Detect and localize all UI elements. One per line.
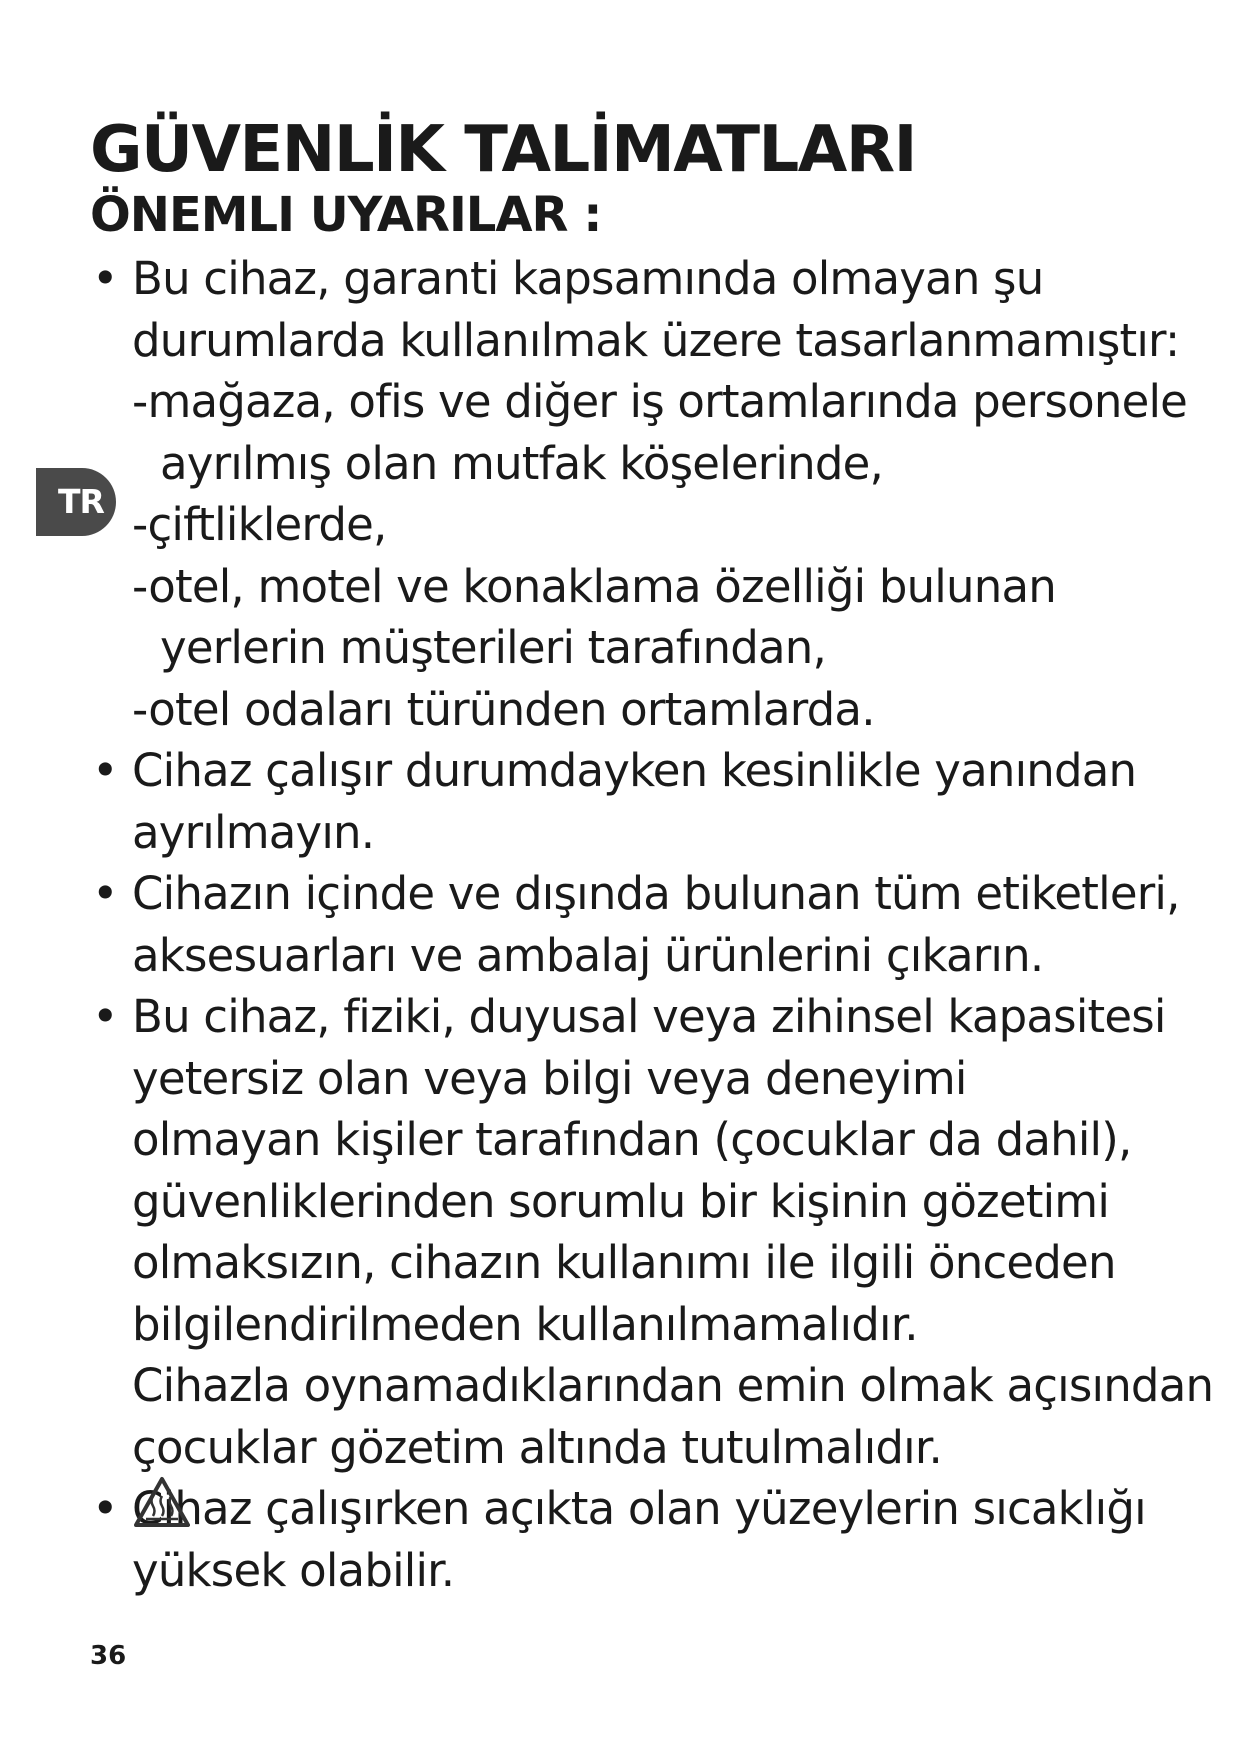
text-line	[90, 802, 1190, 864]
bullet-marker: •	[92, 990, 118, 1043]
bullet-marker: •	[92, 867, 118, 920]
line-text: -otel odaları türünden ortamlarda.	[132, 682, 875, 736]
text-line	[90, 310, 1190, 372]
text-line	[90, 1171, 1190, 1233]
line-text: yüksek olabilir.	[132, 1543, 455, 1597]
line-text: Bu cihaz, fiziki, duyusal veya zihinsel kapasitesi	[132, 990, 1166, 1043]
line-text: güvenliklerinden sorumlu bir kişinin gözetimi	[132, 1174, 1110, 1228]
text-line	[90, 679, 1190, 741]
safety-instructions-list	[90, 248, 1214, 1601]
line-text: -mağaza, ofis ve diğer iş ortamlarında personele	[132, 375, 1188, 428]
line-text: olmayan kişiler tarafından (çocuklar da dahil),	[132, 1113, 1132, 1166]
section-subtitle: ÖNEMLI UYARILAR :	[90, 187, 602, 243]
text-line	[90, 371, 1190, 433]
text-line	[90, 1355, 1214, 1417]
line-text: Cihaz çalışır durumdayken kesinlikle yanından	[132, 744, 1137, 797]
line-text: aksesuarları ve ambalaj ürünlerini çıkarın.	[132, 928, 1044, 982]
text-line	[90, 863, 1190, 925]
text-line	[90, 986, 1190, 1048]
text-line	[90, 1417, 1190, 1479]
text-line	[90, 740, 1190, 802]
line-text: ayrılmayın.	[132, 805, 375, 859]
line-text: yerlerin müşterileri tarafından,	[160, 621, 826, 674]
text-line	[90, 1478, 1190, 1540]
line-text: durumlarda kullanılmak üzere tasarlanmamıştır:	[132, 313, 1180, 367]
text-line	[90, 1109, 1190, 1171]
text-line	[90, 925, 1190, 987]
text-line	[90, 1048, 1190, 1110]
text-line	[90, 494, 1190, 556]
page-number: 36	[90, 1641, 127, 1671]
line-text: yetersiz olan veya bilgi veya deneyimi	[132, 1051, 967, 1105]
line-text: olmaksızın, cihazın kullanımı ile ilgili önceden	[132, 1236, 1116, 1289]
text-line	[90, 556, 1190, 618]
line-text: -otel, motel ve konaklama özelliği bulunan	[132, 559, 1056, 613]
language-badge: TR	[36, 468, 116, 536]
line-text: Cihazın içinde ve dışında bulunan tüm etiketleri,	[132, 867, 1180, 920]
line-text: Bu cihaz, garanti kapsamında olmayan şu	[132, 252, 1044, 305]
line-text: çocuklar gözetim altında tutulmalıdır.	[132, 1420, 942, 1474]
bullet-marker: •	[92, 1482, 118, 1535]
line-text: -çiftliklerde,	[132, 498, 387, 551]
bullet-marker: •	[92, 252, 118, 305]
page-title: GÜVENLİK TALİMATLARI	[90, 113, 916, 187]
line-text: Cihazla oynamadıklarından emin olmak açısından	[132, 1359, 1214, 1412]
line-text: bilgilendirilmeden kullanılmamalıdır.	[132, 1297, 918, 1351]
bullet-marker: •	[92, 744, 118, 797]
text-line	[90, 617, 1190, 679]
line-text: ayrılmış olan mutfak köşelerinde,	[160, 436, 883, 490]
text-line	[90, 433, 1190, 495]
hot-surface-warning-icon	[134, 1476, 190, 1528]
text-line	[90, 1232, 1190, 1294]
text-line	[90, 248, 1190, 310]
text-line	[90, 1540, 1190, 1602]
line-text: Cihaz çalışırken açıkta olan yüzeylerin sıcaklığı	[132, 1482, 1146, 1535]
text-line	[90, 1294, 1190, 1356]
